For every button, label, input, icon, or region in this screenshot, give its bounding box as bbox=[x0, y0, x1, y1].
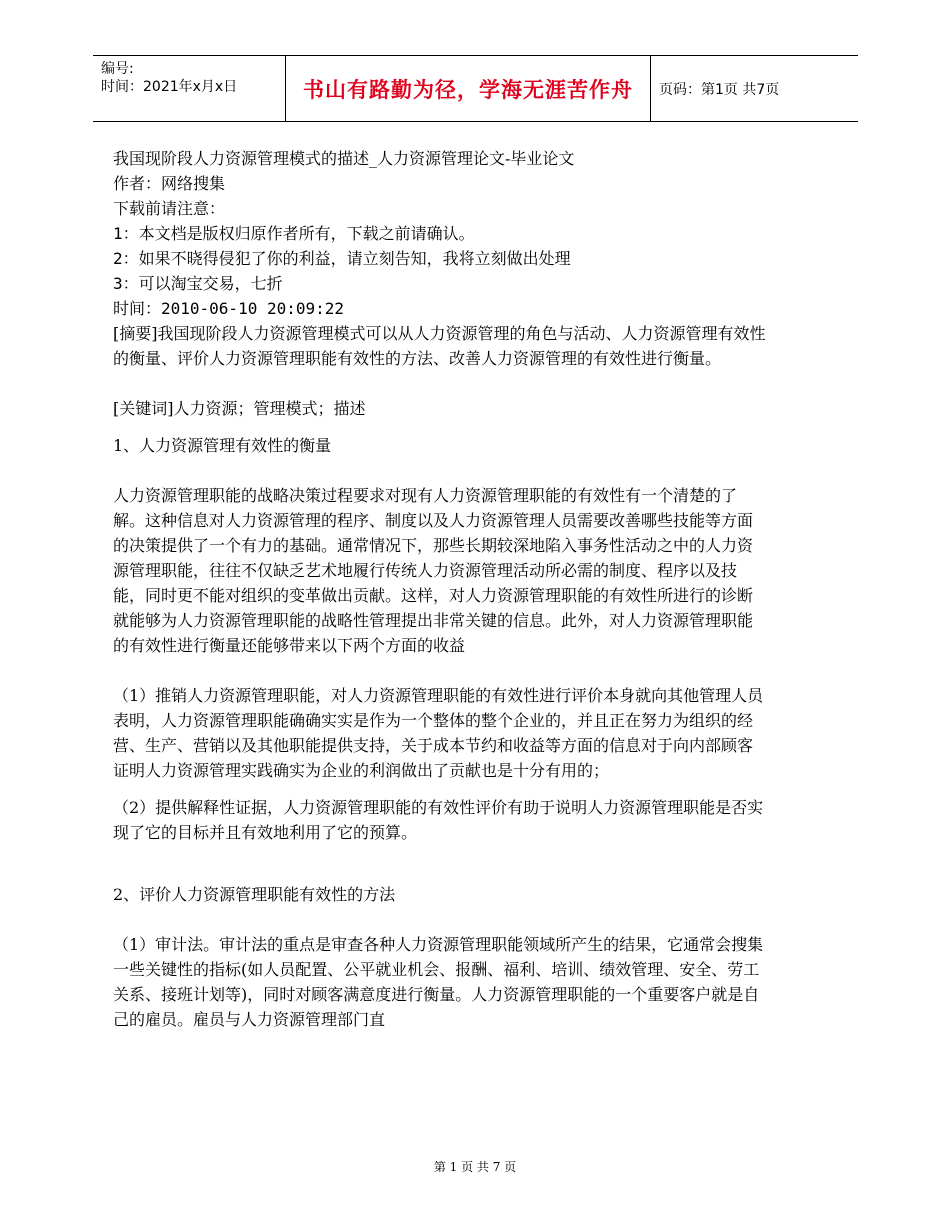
page-footer: 第 1 页 共 7 页 bbox=[433, 1160, 517, 1174]
paragraph-3: （2）提供解释性证据，人力资源管理职能的有效性评价有助于说明人力资源管理职能是否实现了它的目标并且有效地利用了它的预算。 bbox=[113, 798, 764, 842]
header-motto: 书山有路勤为径，学海无涯苦作舟 bbox=[285, 56, 651, 121]
document-title: 我国现阶段人力资源管理模式的描述_人力资源管理论文-毕业论文 bbox=[113, 149, 575, 168]
paragraph-2: （1）推销人力资源管理职能，对人力资源管理职能的有效性进行评价本身就向其他管理人员表明，人力资源管理职能确确实实是作为一个整体的整个企业的，并且正在努力为组织的经营、生产、营销以及其他职能提供支持，关于成本节约和收益等方面的信息对于向内部顾客证明人力资源管理实践确实为企业的利润做出了贡献也是十分有用的； bbox=[113, 686, 764, 780]
abstract: [摘要]我国现阶段人力资源管理模式可以从人力资源管理的角色与活动、人力资源管理有效性的衡量、评价人力资源管理职能有效性的方法、改善人力资源管理的有效性进行衡量。 bbox=[113, 324, 766, 368]
notice-item-1: 1：本文档是版权归原作者所有，下载之前请确认。 bbox=[113, 224, 475, 243]
document-author: 作者：网络搜集 bbox=[113, 174, 226, 193]
notice-item-2: 2：如果不晓得侵犯了你的利益，请立刻告知，我将立刻做出处理 bbox=[113, 249, 571, 268]
section-1-title: 1、人力资源管理有效性的衡量 bbox=[113, 436, 332, 455]
notice-title: 下载前请注意： bbox=[113, 199, 226, 218]
page-header bbox=[93, 55, 858, 122]
header-page-info: 页码：第1页 共7页 bbox=[659, 81, 780, 98]
publish-time: 时间：2010-06-10 20:09:22 bbox=[113, 299, 345, 318]
header-meta bbox=[101, 60, 237, 96]
keywords: [关键词]人力资源；管理模式；描述 bbox=[113, 399, 366, 418]
document-time-label: 时间：2021年x月x日 bbox=[101, 79, 238, 95]
section-2-title: 2、评价人力资源管理职能有效性的方法 bbox=[113, 885, 396, 904]
paragraph-1: 人力资源管理职能的战略决策过程要求对现有人力资源管理职能的有效性有一个清楚的了解。这种信息对人力资源管理的程序、制度以及人力资源管理人员需要改善哪些技能等方面的决策提供了一个有力的基础。通常情况下，那些长期较深地陷入事务性活动之中的人力资源管理职能，往往不仅缺乏艺术地履行传统人力资源管理活动所必需的制度、程序以及技能，同时更不能对组织的变革做出贡献。这样，对人力资源管理职能的有效性所进行的诊断就能够为人力资源管理职能的战略性管理提出非常关键的信息。此外，对人力资源管理职能的有效性进行衡量还能够带来以下两个方面的收益 bbox=[113, 486, 754, 655]
notice-item-3: 3：可以淘宝交易，七折 bbox=[113, 274, 283, 293]
paragraph-4: （1）审计法。审计法的重点是审查各种人力资源管理职能领域所产生的结果，它通常会搜集一些关键性的指标(如人员配置、公平就业机会、报酬、福利、培训、绩效管理、安全、劳工关系、接班计划等)，同时对顾客满意度进行衡量。人力资源管理职能的一个重要客户就是自己的雇员。雇员与人力资源管理部门直 bbox=[113, 935, 764, 1029]
document-body bbox=[113, 146, 768, 1032]
document-number-label: 编号: bbox=[101, 61, 134, 77]
